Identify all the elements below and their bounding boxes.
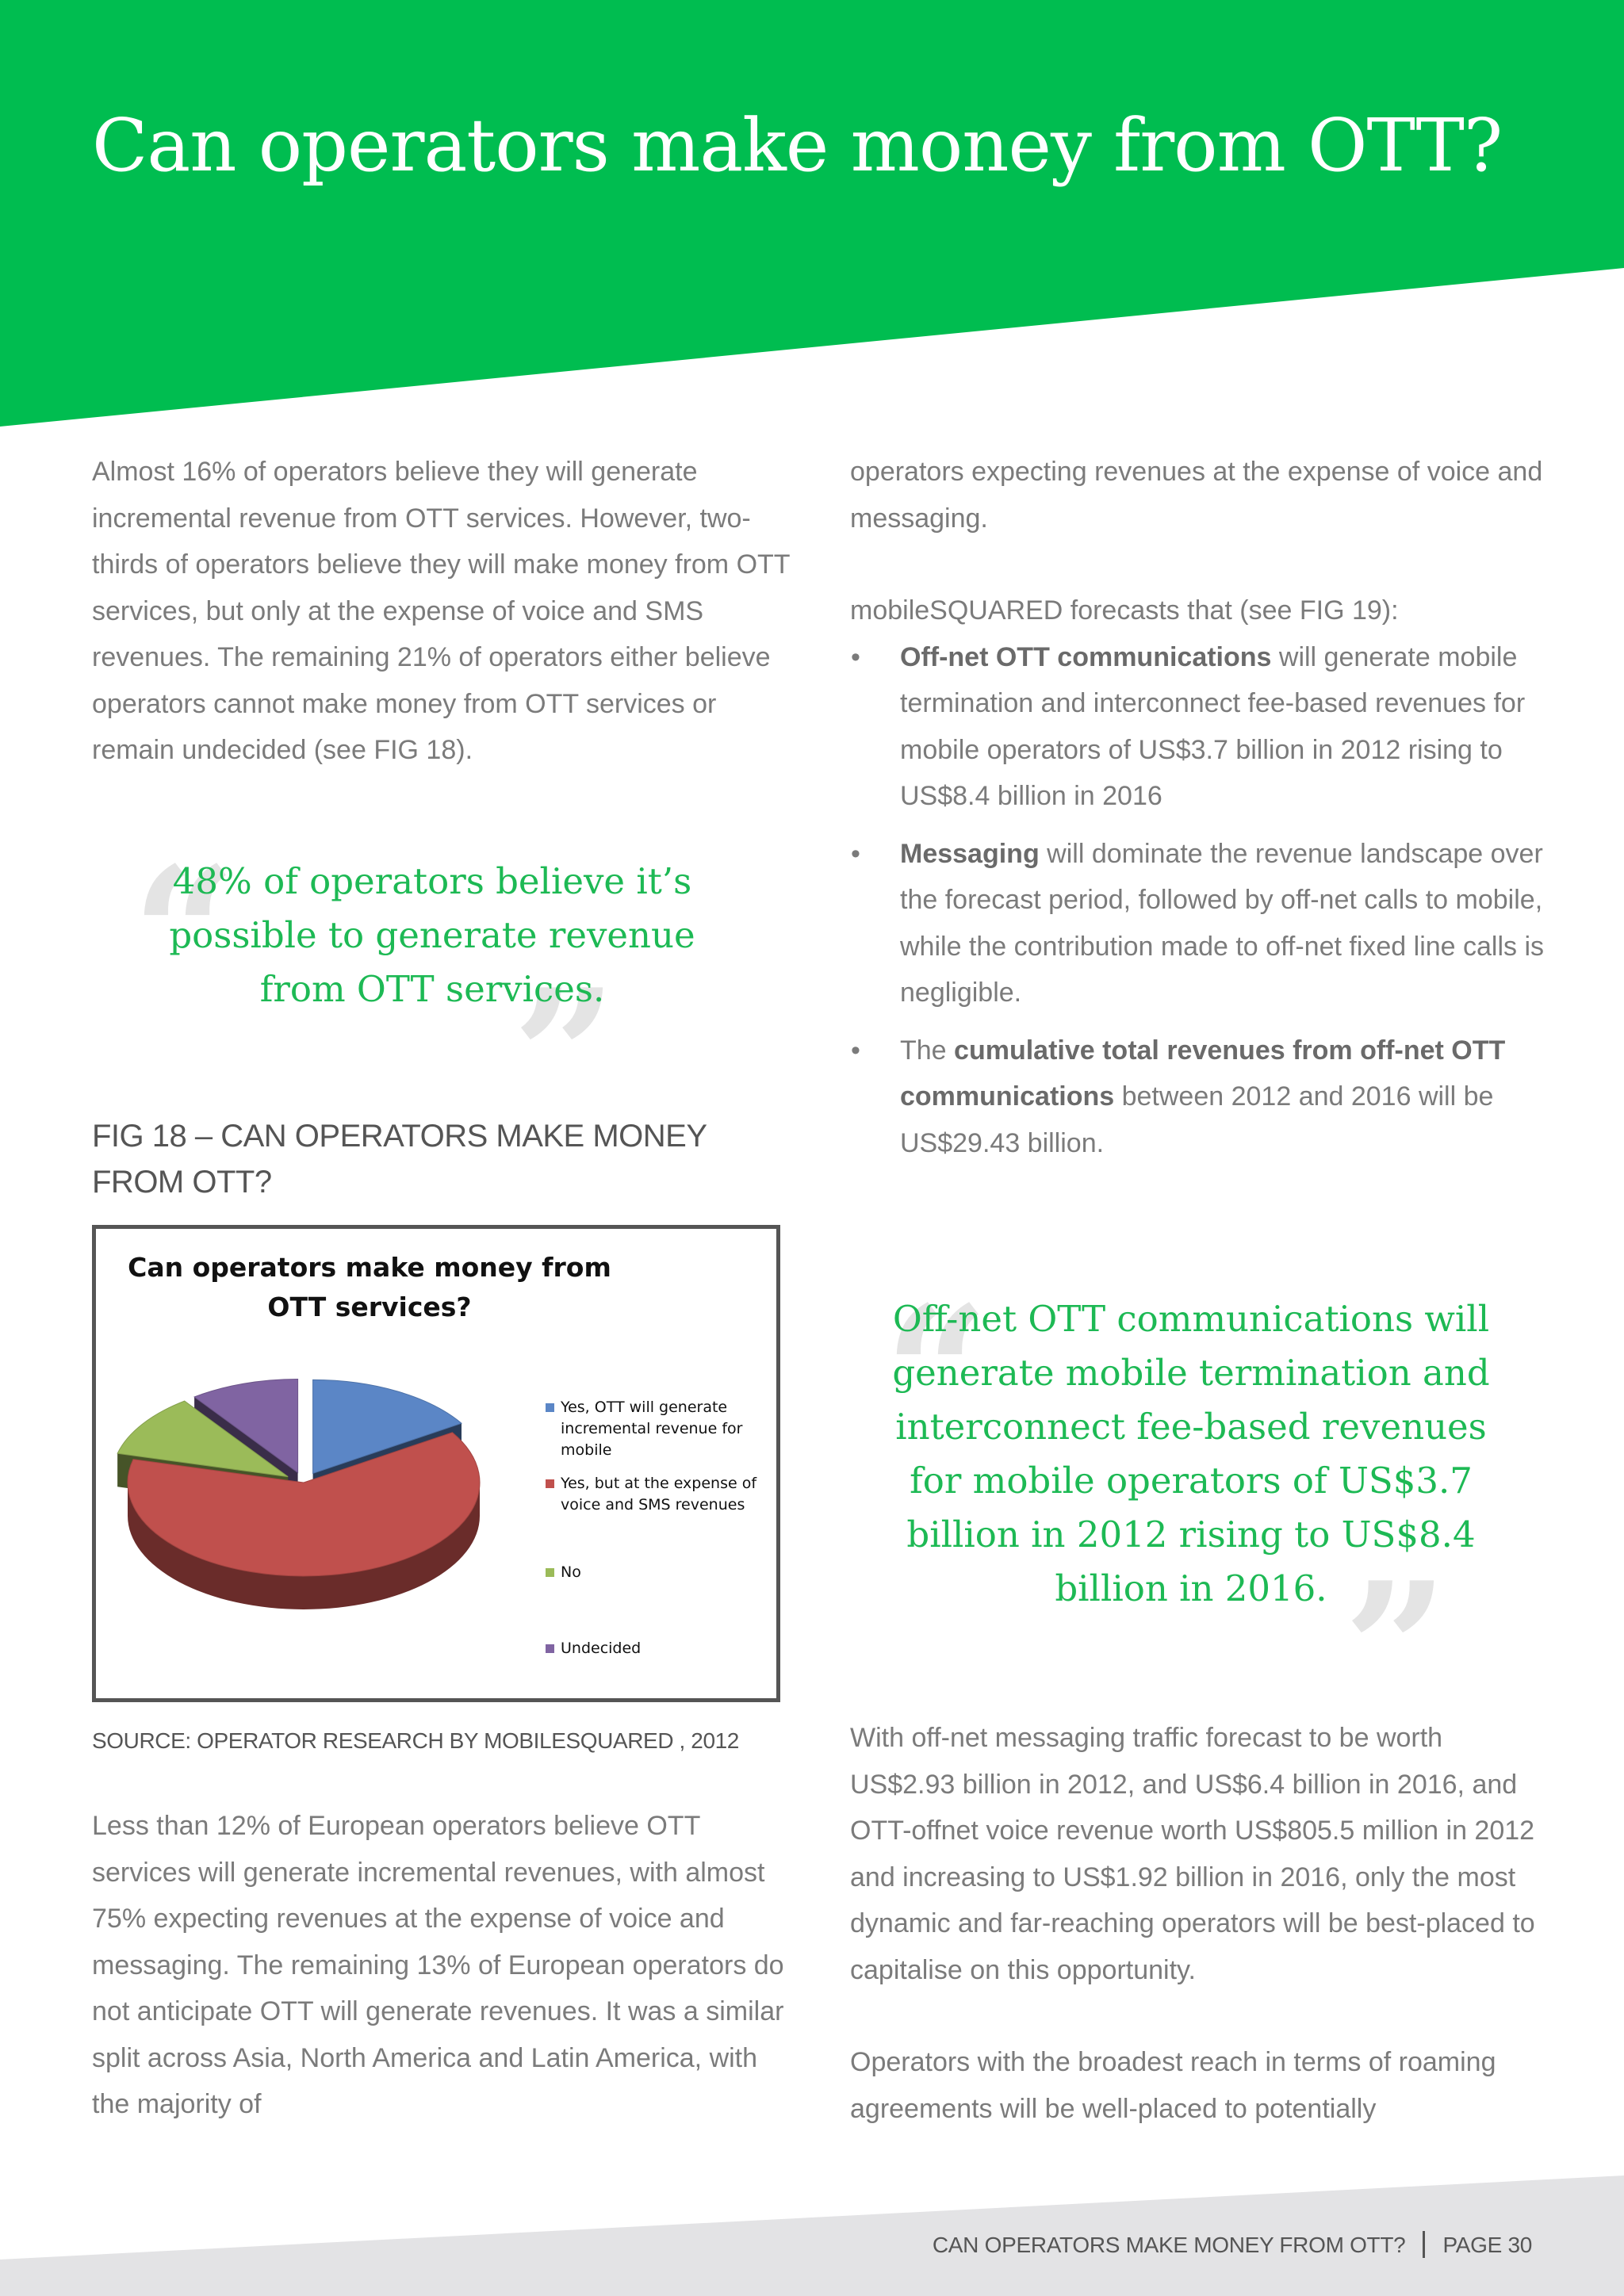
chart-title: Can operators make money from OTT services? [128,1252,611,1322]
legend-item [546,1638,776,1659]
close-quote-icon: ” [1343,1543,1449,1757]
messaging-paragraph: With off-net messaging traffic forecast to be worth US$2.93 billion in 2012, and US$6.4 billion in 2016, and OTT-offnet voice revenue worth US$805.5 million in 2012 and increasing to US$1.92 billion in 2016, only the most dynamic and far-reaching operators will be best-placed to capitalise on this opportunity. [850,1723,1535,1985]
legend-label: No [561,1563,581,1581]
pull-quote-right [858,1267,1524,1757]
pull-quote-right-text: Off-net OTT communications will generate mobile termination and interconnect fee-based revenues for mobile operators of US$3.7 billion in 2012 rising to US$8.4 billion in 2016. [892,1298,1490,1609]
footer-section-title: CAN OPERATORS MAKE MONEY FROM OTT? [932,2233,1406,2257]
close-quote-icon: ” [512,950,618,1164]
bullet-bold: Messaging [900,838,1040,869]
page-title: Can operators make money from OTT? [92,103,1503,188]
legend-label: Undecided [561,1640,642,1657]
bullet-item [850,634,1548,820]
legend-label: Yes, but at the expense of voice and SMS revenues [561,1475,757,1513]
footer-band [0,2141,1624,2296]
legend-swatch [546,1479,554,1488]
legend-swatch [546,1644,554,1653]
header-band [0,0,1624,444]
outro-paragraph: Less than 12% of European operators believe OTT services will generate incremental revenues, with almost 75% expecting revenues at the expense of voice and messaging. The remaining 13% of European operators do not anticipate OTT will generate revenues. It was a similar split across Asia, North America and Latin America, with the majority of [92,1811,784,2119]
pull-quote-left-text: 48% of operators believe it’s possible to generate revenue from OTT services. [169,860,695,1010]
figure-title: FIG 18 – CAN OPERATORS MAKE MONEY FROM OTT? [92,1119,707,1200]
bullet-text: between 2012 and 2016 will be US$29.43 billion. [900,1081,1494,1158]
left-column-bottom [92,1803,790,2128]
bullet-bold: cumulative total revenues from off-net OTT communications [900,1035,1506,1112]
page-number: PAGE 30 [1442,2233,1532,2257]
figure-source: SOURCE: OPERATOR RESEARCH BY MOBILESQUARED , 2012 [92,1728,739,1753]
roaming-paragraph: Operators with the broadest reach in terms of roaming agreements will be well-placed to potentially [850,2047,1496,2124]
pie-chart-plot [96,1348,540,1665]
open-quote-icon: “ [132,828,237,1042]
page-footer [933,2233,1532,2260]
intro-paragraph: Almost 16% of operators believe they will generate incremental revenue from OTT services. However, two-thirds of operators believe they will make money from OTT services, but only at the expense of voice and SMS revenues. The remaining 21% of operators either believe operators cannot make money from OTT services or remain undecided (see FIG 18). [92,457,790,765]
bullet-item [850,831,1548,1016]
bullet-item [850,1027,1548,1167]
continuation-paragraph: operators expecting revenues at the expense of voice and messaging. [850,457,1543,534]
legend-item [546,1397,776,1461]
open-quote-icon: “ [884,1267,990,1481]
bullet-prefix: The [900,1035,955,1066]
pie-chart [92,1225,780,1702]
legend-swatch [546,1403,554,1412]
bullet-text: will generate mobile termination and interconnect fee-based revenues for mobile operators of US$3.7 billion in 2012 rising to US$8.4 billion in 2016 [900,641,1526,811]
legend-label: Yes, OTT will generate incremental revenue for mobile [561,1399,743,1459]
legend-item [546,1473,776,1516]
forecast-intro: mobileSQUARED forecasts that (see FIG 19): [850,595,1399,626]
right-column [850,449,1548,1166]
right-column-bottom [850,1715,1548,2132]
forecast-bullet-list [850,634,1548,1167]
bullet-bold: Off-net OTT communications [900,641,1272,672]
legend-swatch [546,1568,554,1577]
bullet-text: will dominate the revenue landscape over the forecast period, followed by off-net calls to mobile, while the contribution made to off-net fixed line calls is negligible. [900,838,1545,1008]
left-column [92,449,790,774]
legend-item [546,1562,776,1583]
footer-divider [1423,2231,1425,2258]
